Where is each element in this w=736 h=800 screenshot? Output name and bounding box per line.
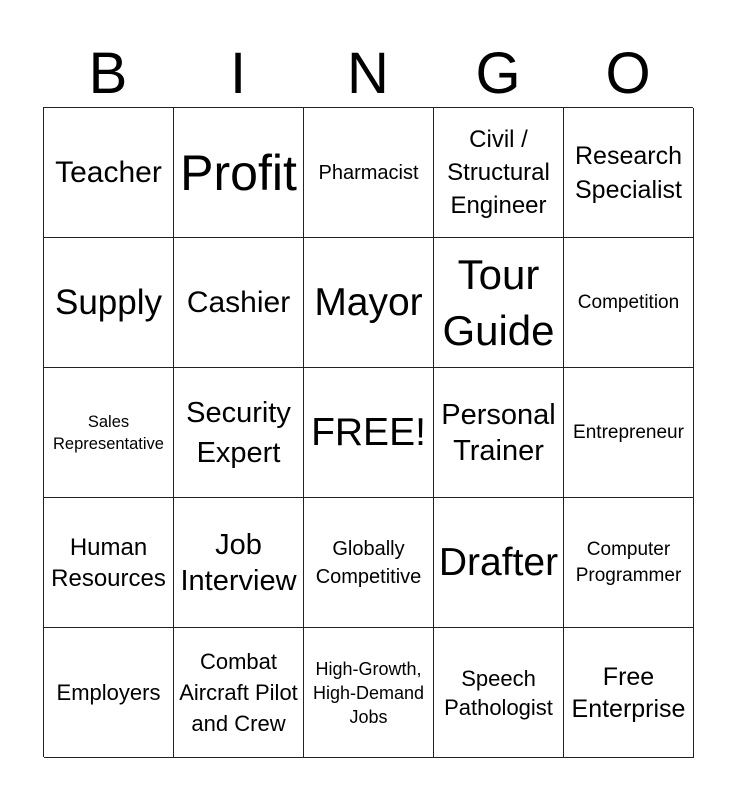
header-letter-n: N [347, 41, 389, 106]
cell-text: Globally Competitive [315, 537, 422, 588]
cell-text: Tour Guide [442, 250, 555, 354]
bingo-cell-r3-c3[interactable] [304, 368, 434, 498]
cell-text: High-Growth, High-Demand Jobs [312, 658, 425, 727]
bingo-cell-r5-c4[interactable] [434, 628, 564, 758]
cell-text: Profit [180, 144, 297, 201]
cell-text: Job Interview [180, 528, 297, 597]
bingo-cell-r5-c3[interactable] [304, 628, 434, 758]
bingo-cell-r3-c2[interactable] [174, 368, 304, 498]
header-letter-i: I [229, 41, 247, 106]
cell-text: Combat Aircraft Pilot and Crew [179, 649, 298, 736]
bingo-cell-r3-c4[interactable] [434, 368, 564, 498]
bingo-cell-r1-c4[interactable] [434, 108, 564, 238]
bingo-cell-r5-c1[interactable] [44, 628, 174, 758]
bingo-cell-r2-c5[interactable] [564, 238, 694, 368]
header-letter-g: G [475, 41, 521, 106]
cell-text: Teacher [55, 155, 162, 189]
cell-text: Civil / Structural Engineer [447, 126, 550, 219]
bingo-cell-r1-c3[interactable] [304, 108, 434, 238]
bingo-cell-r1-c5[interactable] [564, 108, 694, 238]
cell-text: Drafter [438, 540, 559, 584]
bingo-cell-r3-c5[interactable] [564, 368, 694, 498]
bingo-cell-r4-c4[interactable] [434, 498, 564, 628]
cell-text: Cashier [186, 285, 291, 319]
free-space: FREE! [311, 410, 426, 454]
bingo-cell-r5-c5[interactable] [564, 628, 694, 758]
bingo-cell-r2-c4[interactable] [434, 238, 564, 368]
bingo-cell-r2-c2[interactable] [174, 238, 304, 368]
cell-text: Supply [54, 282, 163, 322]
cell-text: Mayor [314, 280, 423, 324]
header-letter-o: O [605, 41, 651, 106]
bingo-cell-r1-c2[interactable] [174, 108, 304, 238]
bingo-cell-r3-c1[interactable] [44, 368, 174, 498]
cell-text: Competition [577, 291, 680, 313]
cell-text: Human Resources [51, 533, 166, 592]
bingo-cell-r2-c3[interactable] [304, 238, 434, 368]
bingo-cell-r4-c2[interactable] [174, 498, 304, 628]
cell-text: Entrepreneur [573, 421, 684, 443]
cell-text: Speech Pathologist [444, 665, 553, 720]
cell-text: Employers [56, 680, 161, 705]
cell-text: Security Expert [186, 396, 291, 469]
bingo-cell-r1-c1[interactable] [44, 108, 174, 238]
bingo-cell-r4-c3[interactable] [304, 498, 434, 628]
cell-text: Pharmacist [318, 161, 419, 184]
bingo-cell-r4-c1[interactable] [44, 498, 174, 628]
cell-text: Personal Trainer [441, 398, 556, 467]
bingo-cell-r4-c5[interactable] [564, 498, 694, 628]
bingo-grid [43, 107, 693, 757]
header-letter-b: B [88, 41, 128, 106]
bingo-cell-r5-c2[interactable] [174, 628, 304, 758]
cell-text: Free Enterprise [571, 662, 686, 723]
cell-text: Computer Programmer [575, 538, 682, 586]
cell-text: Research Specialist [575, 141, 682, 204]
cell-text: Sales Representative [53, 412, 164, 453]
bingo-header [43, 40, 693, 108]
bingo-cell-r2-c1[interactable] [44, 238, 174, 368]
